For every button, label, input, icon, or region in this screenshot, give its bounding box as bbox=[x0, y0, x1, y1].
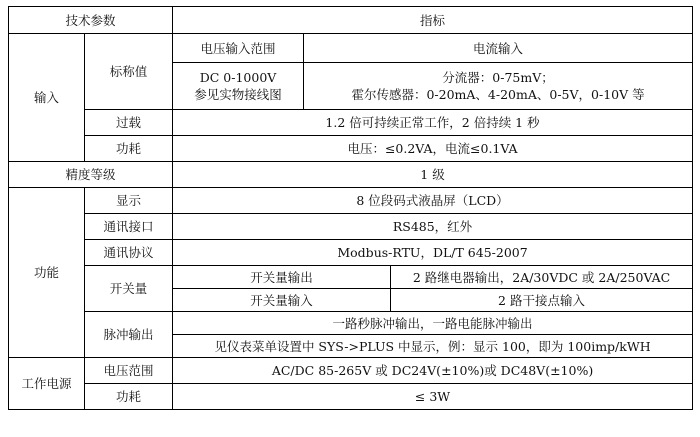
input-group-label: 输入 bbox=[9, 34, 85, 162]
protocol-row bbox=[9, 240, 693, 266]
header-row bbox=[9, 7, 693, 34]
overload-value: 1.2 倍可持续正常工作，2 倍持续 1 秒 bbox=[173, 110, 693, 136]
supply-voltage-row bbox=[9, 358, 693, 384]
pulse-row-1 bbox=[9, 312, 693, 335]
current-input-line2: 霍尔传感器：0-20mA、4-20mA、0-5V，0-10V 等 bbox=[351, 87, 645, 102]
current-input-value bbox=[304, 63, 693, 110]
header-spec: 指标 bbox=[173, 7, 693, 34]
protocol-label: 通讯协议 bbox=[85, 240, 173, 266]
function-group-label: 功能 bbox=[9, 188, 85, 358]
supply-group-label: 工作电源 bbox=[9, 358, 85, 410]
protocol-value: Modbus-RTU，DL/T 645-2007 bbox=[173, 240, 693, 266]
header-param: 技术参数 bbox=[9, 7, 173, 34]
accuracy-row bbox=[9, 162, 693, 188]
voltage-range-value bbox=[173, 63, 304, 110]
display-value: 8 位段码式液晶屏（LCD） bbox=[173, 188, 693, 214]
accuracy-value: 1 级 bbox=[173, 162, 693, 188]
current-input-head: 电流输入 bbox=[304, 34, 693, 63]
voltage-range-line2: 参见实物接线图 bbox=[194, 87, 282, 102]
switch-output-value: 2 路继电器输出，2A/30VDC 或 2A/250VAC bbox=[391, 266, 693, 289]
voltage-range-line1: DC 0-1000V bbox=[199, 70, 277, 85]
switch-input-value: 2 路干接点输入 bbox=[391, 289, 693, 312]
interface-label: 通讯接口 bbox=[85, 214, 173, 240]
overload-row bbox=[9, 110, 693, 136]
supply-power-row bbox=[9, 384, 693, 410]
pulse-line2: 见仪表菜单设置中 SYS->PLUS 中显示，例：显示 100，即为 100imp/kWH bbox=[173, 335, 693, 358]
switch-input-label: 开关量输入 bbox=[173, 289, 391, 312]
input-subheader-row bbox=[9, 34, 693, 63]
nominal-label: 标称值 bbox=[85, 34, 173, 110]
input-power-row bbox=[9, 136, 693, 162]
overload-label: 过载 bbox=[85, 110, 173, 136]
input-power-label: 功耗 bbox=[85, 136, 173, 162]
supply-voltage-label: 电压范围 bbox=[85, 358, 173, 384]
voltage-range-head: 电压输入范围 bbox=[173, 34, 304, 63]
current-input-line1: 分流器：0-75mV； bbox=[442, 70, 554, 85]
supply-power-value: ≤ 3W bbox=[173, 384, 693, 410]
switch-output-label: 开关量输出 bbox=[173, 266, 391, 289]
display-label: 显示 bbox=[85, 188, 173, 214]
accuracy-label: 精度等级 bbox=[9, 162, 173, 188]
interface-value: RS485，红外 bbox=[173, 214, 693, 240]
supply-voltage-value: AC/DC 85-265V 或 DC24V(±10%)或 DC48V(±10%) bbox=[173, 358, 693, 384]
switch-output-row bbox=[9, 266, 693, 289]
display-row bbox=[9, 188, 693, 214]
pulse-line1: 一路秒脉冲输出，一路电能脉冲输出 bbox=[173, 312, 693, 335]
spec-table bbox=[8, 6, 693, 410]
pulse-label: 脉冲输出 bbox=[85, 312, 173, 358]
supply-power-label: 功耗 bbox=[85, 384, 173, 410]
switch-label: 开关量 bbox=[85, 266, 173, 312]
interface-row bbox=[9, 214, 693, 240]
input-power-value: 电压：≤0.2VA，电流≤0.1VA bbox=[173, 136, 693, 162]
